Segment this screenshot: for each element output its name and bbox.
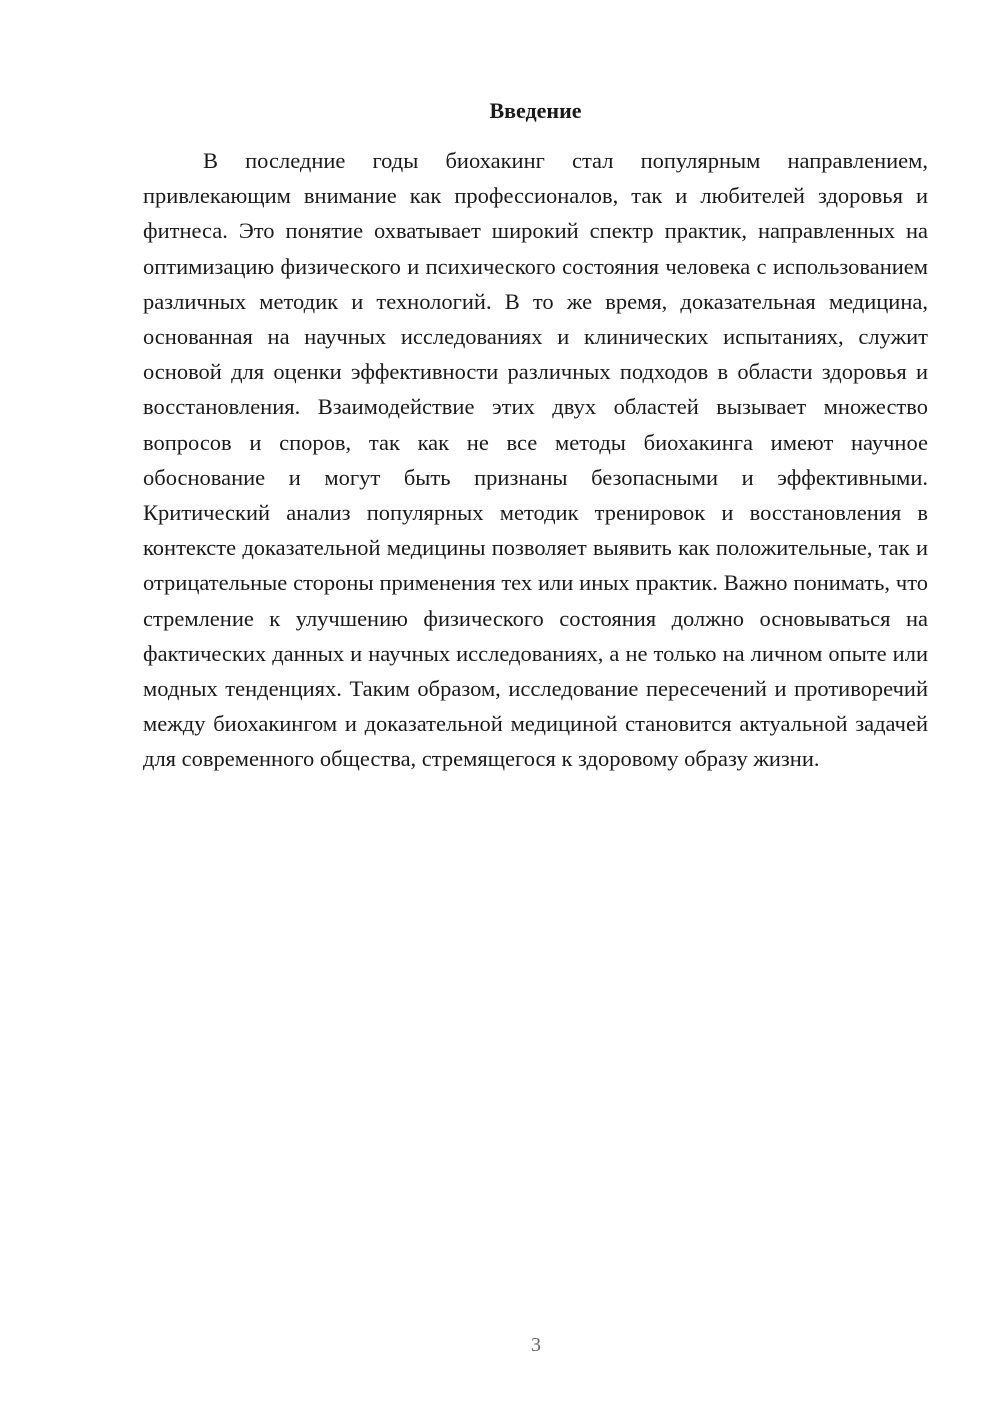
body-paragraph: В последние годы биохакинг стал популярным направлением, привлекающим внимание как профессионалов, так и любителей здоровья и фитнеса. Это понятие охватывает широкий спектр практик, направленных на оптимизацию физического и психического состояния человека с использованием различных методик и технологий. В то же время, доказательная медицина, основанная на научных исследованиях и клинических испытаниях, служит основой для оценки эффективности различных подходов в области здоровья и восстановления. Взаимодействие этих двух областей вызывает множество вопросов и споров, так как не все методы биохакинга имеют научное обоснование и могут быть признаны безопасными и эффективными. Критический анализ популярных методик тренировок и восстановления в контексте доказательной медицины позволяет выявить как положительные, так и отрицательные стороны применения тех или иных практик. Важно понимать, что стремление к улучшению физического состояния должно основываться на фактических данных и научных исследованиях, а не только на личном опыте или модных тенденциях. Таким образом, исследование пересечений и противоречий между биохакингом и доказательной медициной становится актуальной задачей для современного общества, стремящегося к здоровому образу жизни. [143, 148, 928, 772]
section-heading: Введение [489, 98, 582, 123]
page-number: 3 [531, 1334, 541, 1356]
